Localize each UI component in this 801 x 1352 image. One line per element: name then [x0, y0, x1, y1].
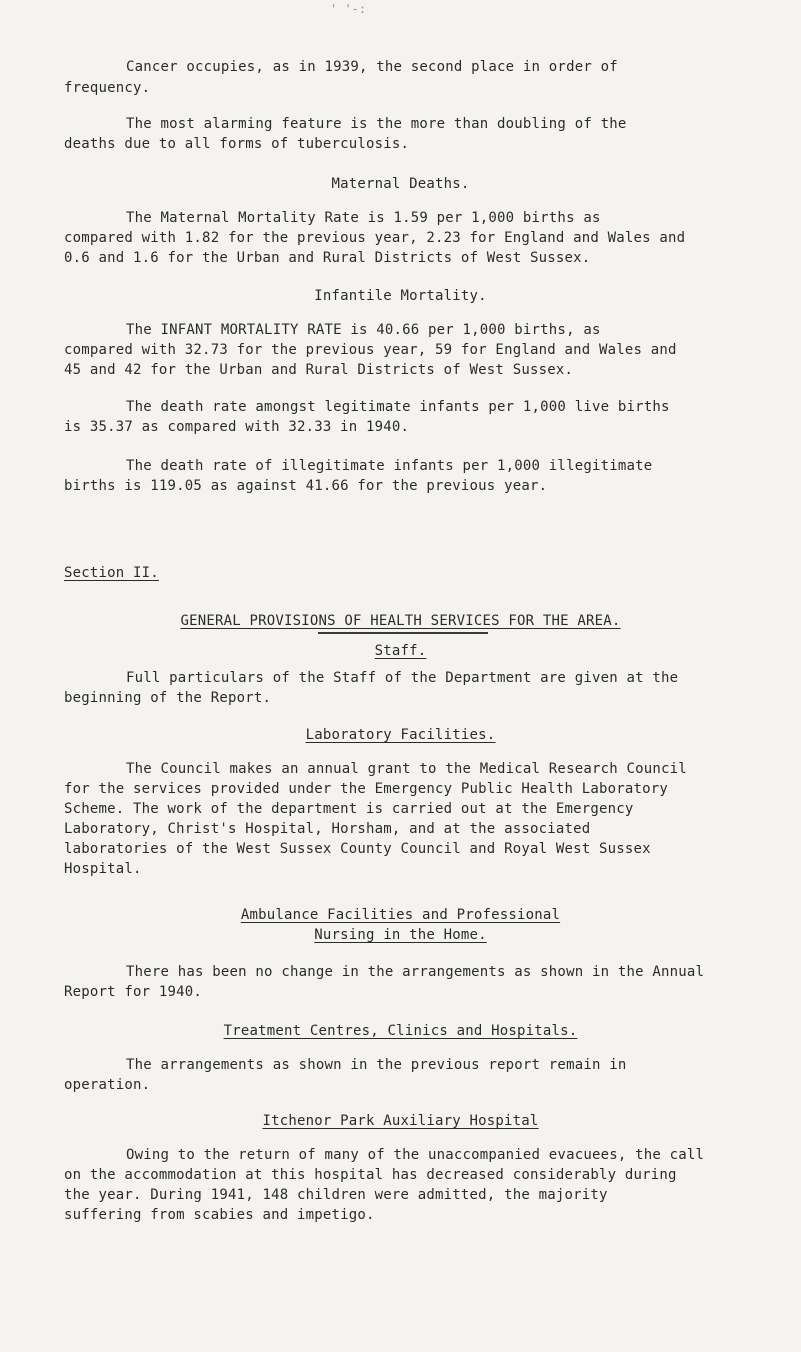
- treatment-heading: Treatment Centres, Clinics and Hospitals.: [223, 1023, 578, 1039]
- infantile-p2-line-2: is 35.37 as compared with 32.33 in 1940.: [64, 419, 410, 435]
- tuberculosis-line-1: The most alarming feature is the more than doubling of the: [126, 116, 627, 132]
- cancer-line-1: Cancer occupies, as in 1939, the second place in order of: [126, 59, 618, 75]
- infantile-p3-line-1: The death rate of illegitimate infants per 1,000 illegitimate: [126, 458, 653, 474]
- infantile-p1-line-1: The INFANT MORTALITY RATE is 40.66 per 1,000 births, as: [126, 322, 601, 338]
- ambulance-heading-2: Nursing in the Home.: [314, 927, 487, 943]
- infantile-p1-line-3: 45 and 42 for the Urban and Rural Districts of West Sussex.: [64, 362, 574, 378]
- treatment-line-2: operation.: [64, 1077, 151, 1093]
- staff-line-2: beginning of the Report.: [64, 690, 272, 706]
- laboratory-line-4: Laboratory, Christ's Hospital, Horsham, and at the associated: [64, 821, 591, 837]
- tuberculosis-line-2: deaths due to all forms of tuberculosis.: [64, 136, 410, 152]
- ambulance-line-2: Report for 1940.: [64, 984, 203, 1000]
- laboratory-heading: Laboratory Facilities.: [305, 727, 496, 743]
- laboratory-line-6: Hospital.: [64, 861, 142, 877]
- laboratory-line-3: Scheme. The work of the department is carried out at the Emergency: [64, 801, 634, 817]
- ambulance-line-1: There has been no change in the arrangements as shown in the Annual: [126, 964, 705, 980]
- maternal-line-1: The Maternal Mortality Rate is 1.59 per 1,000 births as: [126, 210, 601, 226]
- section-label: Section II.: [64, 565, 159, 581]
- infantile-p1-line-2: compared with 32.73 for the previous year, 59 for England and Wales and: [64, 342, 677, 358]
- infantile-heading: Infantile Mortality.: [314, 288, 487, 304]
- staff-heading: Staff.: [374, 643, 427, 659]
- staff-line-1: Full particulars of the Staff of the Department are given at the: [126, 670, 679, 686]
- itchenor-line-2: on the accommodation at this hospital has decreased considerably during: [64, 1167, 677, 1183]
- treatment-line-1: The arrangements as shown in the previous report remain in: [126, 1057, 627, 1073]
- section-divider: [318, 632, 488, 634]
- maternal-line-2: compared with 1.82 for the previous year, 2.23 for England and Wales and: [64, 230, 686, 246]
- itchenor-heading: Itchenor Park Auxiliary Hospital: [262, 1113, 539, 1129]
- laboratory-line-2: for the services provided under the Emergency Public Health Laboratory: [64, 781, 669, 797]
- page-mark: ' '-:: [330, 2, 367, 16]
- itchenor-line-1: Owing to the return of many of the unaccompanied evacuees, the call: [126, 1147, 705, 1163]
- laboratory-line-5: laboratories of the West Sussex County Council and Royal West Sussex: [64, 841, 651, 857]
- ambulance-heading-1: Ambulance Facilities and Professional: [240, 907, 561, 923]
- cancer-line-2: frequency.: [64, 80, 151, 96]
- infantile-p3-line-2: births is 119.05 as against 41.66 for the previous year.: [64, 478, 548, 494]
- itchenor-line-3: the year. During 1941, 148 children were admitted, the majority: [64, 1187, 608, 1203]
- itchenor-line-4: suffering from scabies and impetigo.: [64, 1207, 375, 1223]
- maternal-heading: Maternal Deaths.: [331, 176, 470, 192]
- laboratory-line-1: The Council makes an annual grant to the Medical Research Council: [126, 761, 687, 777]
- section-title: GENERAL PROVISIONS OF HEALTH SERVICES FOR THE AREA.: [180, 613, 621, 629]
- maternal-line-3: 0.6 and 1.6 for the Urban and Rural Districts of West Sussex.: [64, 250, 591, 266]
- infantile-p2-line-1: The death rate amongst legitimate infants per 1,000 live births: [126, 399, 670, 415]
